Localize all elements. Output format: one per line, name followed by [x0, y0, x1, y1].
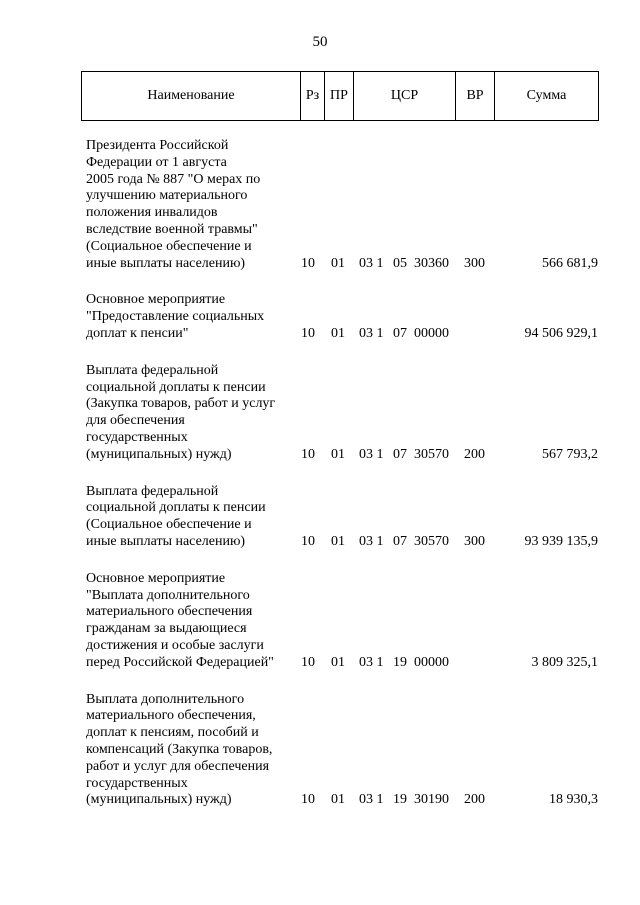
row-sum: 567 793,2: [542, 446, 598, 462]
row-csr-program: 03 1: [359, 446, 384, 462]
row-pr: 01: [331, 325, 345, 341]
row-csr-code: 00000: [414, 654, 449, 670]
row-csr-event: 19: [393, 654, 407, 670]
row-rz: 10: [301, 792, 315, 808]
row-name: Основное мероприятие "Предоставление социальных доплат к пенсии": [86, 292, 265, 341]
row-name: Выплата федеральной социальной доплаты к пенсии (Социальное обеспечение и иные выплаты населению): [86, 483, 266, 549]
page-number: 50: [312, 34, 328, 50]
row-rz: 10: [301, 325, 315, 341]
table-header: [81, 71, 599, 121]
row-rz: 10: [301, 446, 315, 462]
row-csr-code: 00000: [414, 325, 449, 341]
row-pr: 01: [331, 446, 345, 462]
table-body: [86, 138, 598, 829]
row-csr-program: 03 1: [359, 654, 384, 670]
row-csr-code: 30360: [414, 255, 449, 271]
row-vr: 200: [464, 792, 485, 808]
row-rz: 10: [301, 654, 315, 670]
row-csr-code: 30570: [414, 533, 449, 549]
row-sum: 566 681,9: [542, 255, 598, 271]
row-csr-code: 30570: [414, 446, 449, 462]
header-rz: Рз: [305, 88, 320, 103]
row-vr: 300: [464, 533, 485, 549]
row-csr-event: 05: [393, 255, 407, 271]
row-csr-program: 03 1: [359, 792, 384, 808]
header-vr: ВР: [466, 88, 484, 103]
row-sum: 94 506 929,1: [524, 325, 598, 341]
row-vr: 200: [464, 446, 485, 462]
row-sum: 18 930,3: [549, 792, 598, 808]
row-rz: 10: [301, 533, 315, 549]
row-sum: 3 809 325,1: [531, 654, 598, 670]
row-name: Выплата дополнительного материального обеспечения, доплат к пенсиям, пособий и компенсаций (Закупка товаров, работ и услуг для обеспечения государственных (муниципальных) нужд): [86, 691, 273, 808]
row-name: Президента Российской Федерации от 1 августа 2005 года № 887 "О мерах по улучшению материального положения инвалидов вследствие военной травмы" (Социальное обеспечение и иные выплаты населению): [86, 138, 261, 271]
row-csr-program: 03 1: [359, 533, 384, 549]
row-csr-event: 07: [393, 446, 407, 462]
row-name: Основное мероприятие "Выплата дополнительного материального обеспечения гражданам за выдающиеся достижения и особые заслуги перед Российской Федерацией": [86, 570, 274, 670]
row-pr: 01: [331, 255, 345, 271]
row-csr-program: 03 1: [359, 325, 384, 341]
header-csr: ЦСР: [390, 88, 419, 103]
row-rz: 10: [301, 255, 315, 271]
table-row: [86, 292, 598, 342]
row-name: Выплата федеральной социальной доплаты к пенсии (Закупка товаров, работ и услуг для обеспечения государственных (муниципальных) нужд): [86, 362, 276, 462]
row-csr-program: 03 1: [359, 255, 384, 271]
row-csr-event: 19: [393, 792, 407, 808]
table-row: [86, 138, 598, 272]
row-pr: 01: [331, 533, 345, 549]
row-csr-event: 07: [393, 533, 407, 549]
row-csr-event: 07: [393, 325, 407, 341]
table-row: [86, 571, 598, 672]
header-pr: ПР: [330, 88, 348, 103]
table-row: [86, 363, 598, 464]
row-pr: 01: [331, 792, 345, 808]
row-sum: 93 939 135,9: [524, 533, 598, 549]
row-pr: 01: [331, 654, 345, 670]
row-vr: 300: [464, 255, 485, 271]
table-row: [86, 484, 598, 551]
header-sum: Сумма: [526, 88, 567, 103]
header-name: Наименование: [147, 88, 235, 103]
table-row: [86, 692, 598, 810]
row-csr-code: 30190: [414, 792, 449, 808]
